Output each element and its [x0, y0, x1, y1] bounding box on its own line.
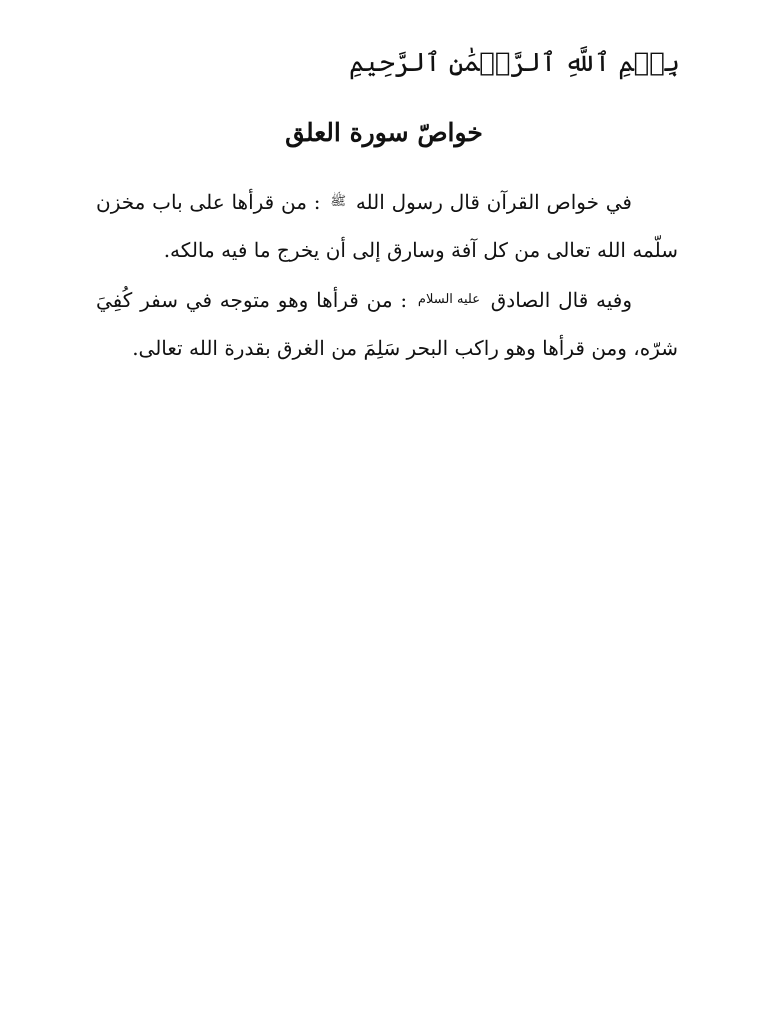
page-title: خواصّ سورة العلق [285, 118, 483, 147]
honorific-symbol: ﷺ [330, 194, 347, 209]
paragraph-text [96, 276, 678, 372]
honorific-symbol: عليه السلام [417, 292, 480, 307]
paragraph-text-after: : من قرأها على باب مخزن سلّمه الله تعالى من كل آفة وسارق إلى أن يخرج ما فيه مالكه. [96, 190, 678, 262]
paragraph [96, 178, 678, 274]
paragraph-text [96, 178, 678, 274]
paragraph-text-before: في خواص القرآن قال رسول الله [355, 190, 632, 214]
paragraph [96, 276, 678, 372]
paragraph-text-after: : من قرأها وهو متوجه في سفر كُفِيَ شرّه، ومن قرأها وهو راكب البحر سَلِمَ من الغرق بقدرة الله تعالى. [96, 288, 678, 360]
paragraph-text-before: وفيه قال الصادق [490, 288, 633, 312]
basmala-heading: بِسۡمِ ٱللَّهِ ٱلرَّحۡمَٰنِ ٱلرَّحِيمِ [349, 48, 680, 78]
